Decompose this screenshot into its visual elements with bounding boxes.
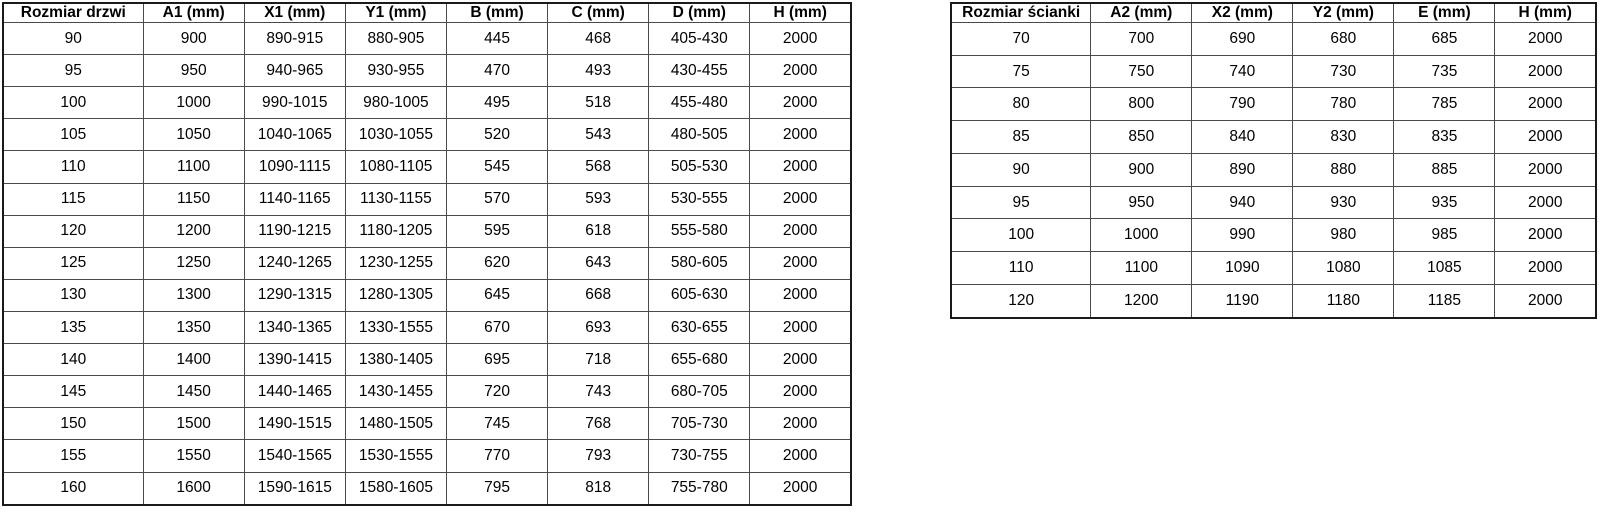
- table-row: [951, 55, 1596, 88]
- table-cell: 1200: [143, 215, 244, 247]
- table-cell: 1085: [1394, 252, 1495, 285]
- table-cell: 2000: [750, 151, 851, 183]
- table-cell: 455-480: [649, 87, 750, 119]
- table-cell: 755-780: [649, 472, 750, 505]
- table-cell: 505-530: [649, 151, 750, 183]
- table-cell: 1530-1555: [345, 440, 446, 472]
- column-header: Y1 (mm): [345, 3, 446, 23]
- table-cell: 740: [1192, 55, 1293, 88]
- table-cell: 2000: [750, 119, 851, 151]
- table-cell: 890-915: [244, 23, 345, 55]
- table-cell: 2000: [750, 279, 851, 311]
- table-cell: 768: [548, 408, 649, 440]
- table-cell: 885: [1394, 153, 1495, 186]
- table-cell: 880: [1293, 153, 1394, 186]
- table-cell: 2000: [750, 311, 851, 343]
- table-cell: 85: [951, 121, 1091, 154]
- table-row: [3, 344, 851, 376]
- table-cell: 520: [446, 119, 547, 151]
- table-cell: 95: [3, 55, 143, 87]
- column-header: Rozmiar ścianki: [951, 3, 1091, 23]
- table-cell: 1540-1565: [244, 440, 345, 472]
- table-cell: 880-905: [345, 23, 446, 55]
- table-cell: 745: [446, 408, 547, 440]
- table-cell: 518: [548, 87, 649, 119]
- table-cell: 730-755: [649, 440, 750, 472]
- table-cell: 110: [3, 151, 143, 183]
- door-size-table: [2, 2, 852, 506]
- table-row: [951, 284, 1596, 318]
- table-cell: 950: [143, 55, 244, 87]
- column-header: H (mm): [1495, 3, 1596, 23]
- table-cell: 1050: [143, 119, 244, 151]
- table-cell: 2000: [750, 376, 851, 408]
- table-cell: 1140-1165: [244, 183, 345, 215]
- table-cell: 950: [1091, 186, 1192, 219]
- table-cell: 545: [446, 151, 547, 183]
- header-row: [951, 3, 1596, 23]
- table-cell: 1090: [1192, 252, 1293, 285]
- table-cell: 155: [3, 440, 143, 472]
- column-header: C (mm): [548, 3, 649, 23]
- table-cell: 668: [548, 279, 649, 311]
- table-cell: 800: [1091, 88, 1192, 121]
- table-cell: 750: [1091, 55, 1192, 88]
- table-cell: 840: [1192, 121, 1293, 154]
- table-cell: 735: [1394, 55, 1495, 88]
- table-cell: 700: [1091, 23, 1192, 56]
- table-cell: 690: [1192, 23, 1293, 56]
- table-row: [3, 247, 851, 279]
- table-cell: 2000: [750, 344, 851, 376]
- table-row: [3, 215, 851, 247]
- table-cell: 1280-1305: [345, 279, 446, 311]
- table-cell: 655-680: [649, 344, 750, 376]
- table-row: [3, 376, 851, 408]
- table-cell: 145: [3, 376, 143, 408]
- table-cell: 930: [1293, 186, 1394, 219]
- table-cell: 2000: [1495, 23, 1596, 56]
- table-cell: 720: [446, 376, 547, 408]
- table-cell: 1190-1215: [244, 215, 345, 247]
- table-cell: 643: [548, 247, 649, 279]
- table-row: [3, 119, 851, 151]
- table-cell: 2000: [750, 183, 851, 215]
- table-cell: 1440-1465: [244, 376, 345, 408]
- table-cell: 1190: [1192, 284, 1293, 318]
- table-cell: 1240-1265: [244, 247, 345, 279]
- table-cell: 980-1005: [345, 87, 446, 119]
- table-cell: 1030-1055: [345, 119, 446, 151]
- table-cell: 1180-1205: [345, 215, 446, 247]
- table-row: [3, 183, 851, 215]
- table-cell: 2000: [1495, 55, 1596, 88]
- table-cell: 850: [1091, 121, 1192, 154]
- table-cell: 705-730: [649, 408, 750, 440]
- table-cell: 630-655: [649, 311, 750, 343]
- table-cell: 130: [3, 279, 143, 311]
- table-cell: 830: [1293, 121, 1394, 154]
- table-cell: 645: [446, 279, 547, 311]
- table-cell: 2000: [750, 87, 851, 119]
- table-cell: 1390-1415: [244, 344, 345, 376]
- table-cell: 1350: [143, 311, 244, 343]
- table-cell: 530-555: [649, 183, 750, 215]
- table-row: [951, 23, 1596, 56]
- table-cell: 80: [951, 88, 1091, 121]
- table-cell: 818: [548, 472, 649, 505]
- table-cell: 618: [548, 215, 649, 247]
- table-cell: 900: [143, 23, 244, 55]
- table-cell: 718: [548, 344, 649, 376]
- table-cell: 835: [1394, 121, 1495, 154]
- table-cell: 1480-1505: [345, 408, 446, 440]
- column-header: X2 (mm): [1192, 3, 1293, 23]
- table-cell: 1490-1515: [244, 408, 345, 440]
- table-cell: 100: [951, 219, 1091, 252]
- table-cell: 1000: [1091, 219, 1192, 252]
- table-cell: 793: [548, 440, 649, 472]
- table-cell: 743: [548, 376, 649, 408]
- table-cell: 445: [446, 23, 547, 55]
- table-cell: 605-630: [649, 279, 750, 311]
- table-cell: 2000: [750, 472, 851, 505]
- table-cell: 1590-1615: [244, 472, 345, 505]
- table-row: [3, 279, 851, 311]
- table-cell: 1130-1155: [345, 183, 446, 215]
- table-cell: 100: [3, 87, 143, 119]
- table-cell: 620: [446, 247, 547, 279]
- table-cell: 430-455: [649, 55, 750, 87]
- table-cell: 120: [951, 284, 1091, 318]
- table-cell: 75: [951, 55, 1091, 88]
- table-cell: 2000: [1495, 252, 1596, 285]
- table-cell: 693: [548, 311, 649, 343]
- column-header: A2 (mm): [1091, 3, 1192, 23]
- table-cell: 2000: [1495, 153, 1596, 186]
- table-cell: 568: [548, 151, 649, 183]
- table-cell: 543: [548, 119, 649, 151]
- table-cell: 1100: [1091, 252, 1192, 285]
- table-cell: 695: [446, 344, 547, 376]
- table-cell: 70: [951, 23, 1091, 56]
- table-cell: 140: [3, 344, 143, 376]
- column-header: D (mm): [649, 3, 750, 23]
- table-cell: 2000: [1495, 219, 1596, 252]
- table-cell: 580-605: [649, 247, 750, 279]
- table-cell: 1090-1115: [244, 151, 345, 183]
- column-header: Y2 (mm): [1293, 3, 1394, 23]
- table-cell: 1340-1365: [244, 311, 345, 343]
- table-row: [951, 219, 1596, 252]
- table-cell: 2000: [750, 440, 851, 472]
- table-cell: 770: [446, 440, 547, 472]
- table-cell: 1250: [143, 247, 244, 279]
- table-cell: 470: [446, 55, 547, 87]
- table-row: [3, 311, 851, 343]
- table-cell: 1200: [1091, 284, 1192, 318]
- table-cell: 2000: [750, 408, 851, 440]
- table-row: [3, 87, 851, 119]
- column-header: X1 (mm): [244, 3, 345, 23]
- table-cell: 135: [3, 311, 143, 343]
- table-cell: 1080: [1293, 252, 1394, 285]
- column-header: H (mm): [750, 3, 851, 23]
- table-cell: 680-705: [649, 376, 750, 408]
- table-row: [3, 23, 851, 55]
- table-cell: 1430-1455: [345, 376, 446, 408]
- table-cell: 990: [1192, 219, 1293, 252]
- table-cell: 593: [548, 183, 649, 215]
- table-cell: 1290-1315: [244, 279, 345, 311]
- table-cell: 1080-1105: [345, 151, 446, 183]
- table-cell: 570: [446, 183, 547, 215]
- table-cell: 90: [951, 153, 1091, 186]
- table-row: [951, 186, 1596, 219]
- table-cell: 940: [1192, 186, 1293, 219]
- table-cell: 493: [548, 55, 649, 87]
- table-cell: 405-430: [649, 23, 750, 55]
- table-row: [951, 88, 1596, 121]
- table-cell: 495: [446, 87, 547, 119]
- table-cell: 2000: [1495, 284, 1596, 318]
- table-cell: 120: [3, 215, 143, 247]
- table-cell: 150: [3, 408, 143, 440]
- wall-size-table: [950, 2, 1597, 319]
- table-cell: 1380-1405: [345, 344, 446, 376]
- table-row: [3, 55, 851, 87]
- column-header: A1 (mm): [143, 3, 244, 23]
- table-cell: 1300: [143, 279, 244, 311]
- table-cell: 990-1015: [244, 87, 345, 119]
- table-cell: 900: [1091, 153, 1192, 186]
- header-row: [3, 3, 851, 23]
- table-cell: 1150: [143, 183, 244, 215]
- table-cell: 2000: [1495, 121, 1596, 154]
- table-cell: 468: [548, 23, 649, 55]
- table-row: [3, 440, 851, 472]
- table-cell: 2000: [1495, 186, 1596, 219]
- table-cell: 670: [446, 311, 547, 343]
- table-cell: 1040-1065: [244, 119, 345, 151]
- table-cell: 1330-1555: [345, 311, 446, 343]
- table-cell: 890: [1192, 153, 1293, 186]
- table-cell: 1000: [143, 87, 244, 119]
- column-header: B (mm): [446, 3, 547, 23]
- table-cell: 785: [1394, 88, 1495, 121]
- table-cell: 480-505: [649, 119, 750, 151]
- table-cell: 1550: [143, 440, 244, 472]
- table-cell: 115: [3, 183, 143, 215]
- table-cell: 1185: [1394, 284, 1495, 318]
- table-cell: 940-965: [244, 55, 345, 87]
- table-cell: 95: [951, 186, 1091, 219]
- table-cell: 1180: [1293, 284, 1394, 318]
- table-cell: 2000: [1495, 88, 1596, 121]
- table-cell: 730: [1293, 55, 1394, 88]
- table-cell: 1230-1255: [345, 247, 446, 279]
- table-cell: 935: [1394, 186, 1495, 219]
- table-cell: 2000: [750, 247, 851, 279]
- table-cell: 790: [1192, 88, 1293, 121]
- table-cell: 980: [1293, 219, 1394, 252]
- table-cell: 930-955: [345, 55, 446, 87]
- table-cell: 1580-1605: [345, 472, 446, 505]
- table-row: [3, 472, 851, 505]
- table-cell: 90: [3, 23, 143, 55]
- table-cell: 2000: [750, 23, 851, 55]
- table-cell: 555-580: [649, 215, 750, 247]
- table-cell: 985: [1394, 219, 1495, 252]
- table-row: [951, 252, 1596, 285]
- table-cell: 1450: [143, 376, 244, 408]
- table-cell: 105: [3, 119, 143, 151]
- table-cell: 1500: [143, 408, 244, 440]
- table-cell: 685: [1394, 23, 1495, 56]
- table-cell: 1100: [143, 151, 244, 183]
- table-cell: 1400: [143, 344, 244, 376]
- table-row: [3, 151, 851, 183]
- table-row: [3, 408, 851, 440]
- table-cell: 125: [3, 247, 143, 279]
- table-row: [951, 153, 1596, 186]
- table-row: [951, 121, 1596, 154]
- table-cell: 680: [1293, 23, 1394, 56]
- table-cell: 2000: [750, 215, 851, 247]
- table-cell: 795: [446, 472, 547, 505]
- table-cell: 1600: [143, 472, 244, 505]
- column-header: Rozmiar drzwi: [3, 3, 143, 23]
- table-cell: 2000: [750, 55, 851, 87]
- table-cell: 110: [951, 252, 1091, 285]
- column-header: E (mm): [1394, 3, 1495, 23]
- table-cell: 595: [446, 215, 547, 247]
- table-cell: 160: [3, 472, 143, 505]
- table-cell: 780: [1293, 88, 1394, 121]
